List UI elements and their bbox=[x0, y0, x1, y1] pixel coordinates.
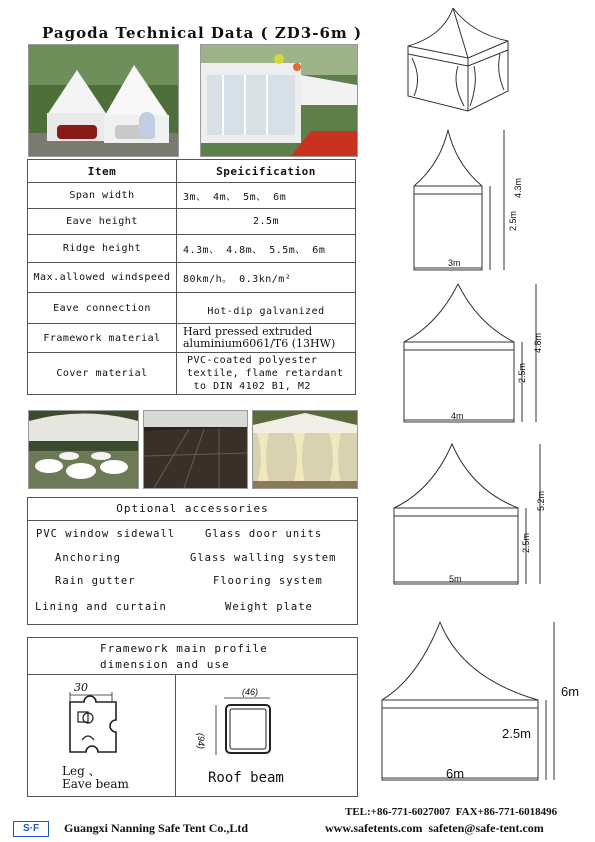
table-row bbox=[28, 353, 356, 395]
spec-value-line: to DIN 4102 B1, M2 bbox=[187, 381, 311, 392]
dim-width-4m: 4m bbox=[451, 411, 464, 421]
spec-item-label: Cover material bbox=[28, 353, 177, 395]
profile-heading bbox=[28, 638, 357, 675]
spec-value-line: aluminium6061/T6 (13HW) bbox=[183, 337, 336, 350]
photo-floor-system bbox=[143, 410, 248, 489]
leg-profile-drawing bbox=[60, 690, 130, 760]
spec-item-value bbox=[177, 324, 356, 353]
leg-caption-line2: Eave beam bbox=[62, 777, 129, 791]
photo-pagoda-tents-cars bbox=[28, 44, 179, 157]
table-row bbox=[28, 293, 356, 324]
dim-eave-5m: 2.5m bbox=[521, 532, 532, 554]
footer-web: www.safetents.com safeten@safe-tent.com bbox=[325, 821, 544, 835]
spec-item-label: Ridge height bbox=[28, 235, 177, 263]
roof-beam-caption: Roof beam bbox=[208, 770, 284, 786]
table-row bbox=[28, 324, 356, 353]
dim-eave-4m: 2.5m bbox=[517, 362, 528, 384]
profile-divider bbox=[175, 674, 176, 796]
table-row bbox=[28, 263, 356, 293]
roof-beam-width-dimension: (46) bbox=[242, 687, 259, 697]
spec-item-label: Framework material bbox=[28, 324, 177, 353]
spec-item-value: Hot-dip galvanized bbox=[177, 293, 356, 324]
dim-eave-3m: 2.5m bbox=[508, 210, 519, 232]
photo-banquet-interior bbox=[28, 410, 139, 489]
spec-item-label: Max.allowed windspeed bbox=[28, 263, 177, 293]
table-row bbox=[28, 209, 356, 235]
spec-header-item: Item bbox=[28, 160, 177, 183]
dim-width-6m: 6m bbox=[446, 766, 465, 781]
accessory-item: Glass walling system bbox=[190, 552, 337, 564]
dim-width-5m: 5m bbox=[449, 574, 462, 584]
tent-elevation-3m bbox=[378, 124, 578, 274]
profile-heading-line2: dimension and use bbox=[100, 658, 230, 671]
spec-value-line: Hard pressed extruded bbox=[183, 325, 313, 338]
spec-value-line: textile, flame retardant bbox=[187, 368, 344, 379]
accessory-item: PVC window sidewall bbox=[36, 528, 176, 540]
tent-3d-sketch bbox=[398, 6, 516, 121]
spec-table bbox=[27, 159, 356, 395]
accessory-item: Flooring system bbox=[213, 575, 323, 587]
spec-header-row bbox=[28, 160, 356, 183]
leg-caption-line1: Leg 、 bbox=[62, 764, 101, 778]
dim-ridge-4m: 4.8m bbox=[533, 332, 544, 354]
spec-item-value: 4.3m、 4.8m、 5.5m、 6m bbox=[177, 235, 356, 263]
footer-contact: TEL:+86-771-6027007 FAX+86-771-6018496 bbox=[345, 806, 558, 818]
tent-elevation-4m bbox=[378, 280, 578, 430]
tent-elevation-6m bbox=[378, 614, 578, 789]
spec-header-specification: Speicification bbox=[177, 160, 356, 183]
spec-value-line: PVC-coated polyester bbox=[187, 355, 318, 366]
spec-item-label: Span width bbox=[28, 183, 177, 209]
accessory-item: Lining and curtain bbox=[35, 601, 167, 613]
dim-ridge-6m: 6m bbox=[561, 684, 580, 699]
dim-width-3m: 3m bbox=[448, 258, 461, 268]
spec-item-value: 2.5m bbox=[177, 209, 356, 235]
roof-beam-height-dimension: (94) bbox=[196, 733, 206, 750]
dim-eave-6m: 2.5m bbox=[502, 726, 531, 741]
accessory-item: Anchoring bbox=[55, 552, 121, 564]
accessory-item: Glass door units bbox=[205, 528, 323, 540]
spec-item-value: 80km/h。 0.3kn/m² bbox=[177, 263, 356, 293]
profile-heading-line1: Framework main profile bbox=[100, 642, 268, 655]
spec-item-label: Eave connection bbox=[28, 293, 177, 324]
roof-beam-drawing bbox=[212, 695, 282, 761]
photo-tent-corridor-red-carpet bbox=[200, 44, 358, 157]
spec-item-value: 3m、 4m、 5m、 6m bbox=[177, 183, 356, 209]
table-row bbox=[28, 183, 356, 209]
table-row bbox=[28, 235, 356, 263]
spec-item-value bbox=[177, 353, 356, 395]
page-title: Pagoda Technical Data ( ZD3-6m ) bbox=[42, 24, 363, 42]
dim-ridge-3m: 4.3m bbox=[513, 177, 524, 199]
company-name: Guangxi Nanning Safe Tent Co.,Ltd bbox=[64, 821, 249, 835]
spec-item-label: Eave height bbox=[28, 209, 177, 235]
tent-elevation-5m bbox=[378, 436, 578, 586]
accessories-heading: Optional accessories bbox=[28, 498, 357, 521]
dim-ridge-5m: 5.2m bbox=[536, 490, 547, 512]
company-logo: S·F bbox=[13, 821, 49, 837]
leg-profile-dimension: 30 bbox=[74, 681, 88, 694]
accessory-item: Rain gutter bbox=[55, 575, 136, 587]
accessory-item: Weight plate bbox=[225, 601, 313, 613]
photo-glass-walls-curtains bbox=[252, 410, 358, 489]
